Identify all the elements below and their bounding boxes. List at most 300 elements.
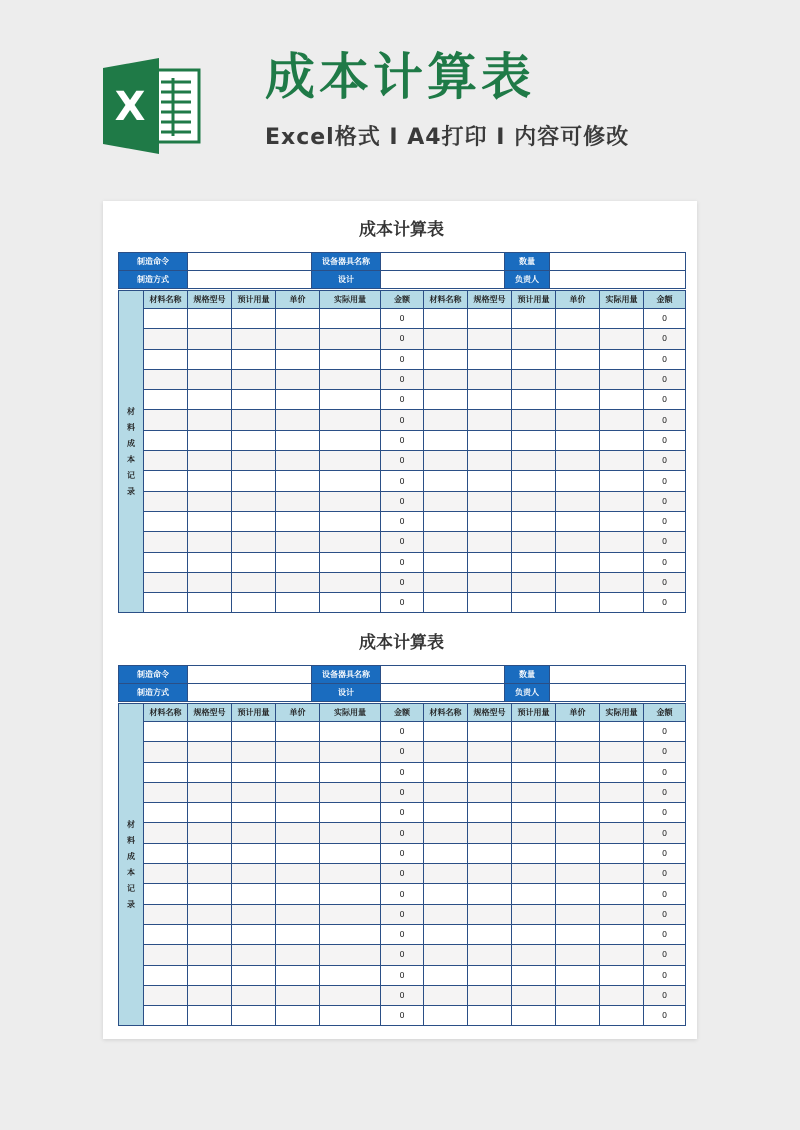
- form-input-field[interactable]: [550, 253, 686, 271]
- data-cell[interactable]: [276, 451, 320, 471]
- amount-cell[interactable]: 0: [644, 1006, 686, 1026]
- data-cell[interactable]: [276, 572, 320, 592]
- data-cell[interactable]: [600, 410, 644, 430]
- data-cell[interactable]: [468, 742, 512, 762]
- data-cell[interactable]: [468, 593, 512, 613]
- amount-cell[interactable]: 0: [381, 329, 424, 349]
- data-cell[interactable]: [320, 309, 381, 329]
- data-cell[interactable]: [600, 572, 644, 592]
- amount-cell[interactable]: 0: [381, 843, 424, 863]
- data-cell[interactable]: [276, 762, 320, 782]
- data-cell[interactable]: [600, 782, 644, 802]
- data-cell[interactable]: [144, 843, 188, 863]
- amount-cell[interactable]: 0: [644, 722, 686, 742]
- data-cell[interactable]: [468, 309, 512, 329]
- data-cell[interactable]: [424, 349, 468, 369]
- data-cell[interactable]: [276, 369, 320, 389]
- data-cell[interactable]: [468, 985, 512, 1005]
- amount-cell[interactable]: 0: [644, 823, 686, 843]
- data-cell[interactable]: [556, 864, 600, 884]
- data-cell[interactable]: [468, 762, 512, 782]
- data-cell[interactable]: [232, 471, 276, 491]
- amount-cell[interactable]: 0: [381, 430, 424, 450]
- data-cell[interactable]: [556, 451, 600, 471]
- data-cell[interactable]: [424, 451, 468, 471]
- amount-cell[interactable]: 0: [381, 803, 424, 823]
- amount-cell[interactable]: 0: [644, 762, 686, 782]
- data-cell[interactable]: [556, 491, 600, 511]
- amount-cell[interactable]: 0: [644, 904, 686, 924]
- data-cell[interactable]: [512, 904, 556, 924]
- amount-cell[interactable]: 0: [381, 904, 424, 924]
- data-cell[interactable]: [424, 985, 468, 1005]
- data-cell[interactable]: [468, 532, 512, 552]
- data-cell[interactable]: [232, 451, 276, 471]
- data-cell[interactable]: [144, 410, 188, 430]
- amount-cell[interactable]: 0: [381, 924, 424, 944]
- amount-cell[interactable]: 0: [644, 945, 686, 965]
- data-cell[interactable]: [144, 884, 188, 904]
- data-cell[interactable]: [600, 511, 644, 531]
- amount-cell[interactable]: 0: [381, 471, 424, 491]
- form-input-field[interactable]: [550, 684, 686, 702]
- data-cell[interactable]: [468, 369, 512, 389]
- amount-cell[interactable]: 0: [381, 884, 424, 904]
- data-cell[interactable]: [556, 572, 600, 592]
- data-cell[interactable]: [188, 782, 232, 802]
- amount-cell[interactable]: 0: [644, 471, 686, 491]
- data-cell[interactable]: [144, 471, 188, 491]
- data-cell[interactable]: [556, 349, 600, 369]
- amount-cell[interactable]: 0: [381, 985, 424, 1005]
- data-cell[interactable]: [600, 451, 644, 471]
- data-cell[interactable]: [276, 843, 320, 863]
- data-cell[interactable]: [320, 451, 381, 471]
- data-cell[interactable]: [556, 552, 600, 572]
- data-cell[interactable]: [144, 451, 188, 471]
- data-cell[interactable]: [188, 572, 232, 592]
- data-cell[interactable]: [320, 904, 381, 924]
- data-cell[interactable]: [556, 430, 600, 450]
- data-cell[interactable]: [188, 552, 232, 572]
- data-cell[interactable]: [424, 572, 468, 592]
- form-input-field[interactable]: [188, 253, 312, 271]
- data-cell[interactable]: [232, 369, 276, 389]
- data-cell[interactable]: [188, 864, 232, 884]
- data-cell[interactable]: [144, 782, 188, 802]
- data-cell[interactable]: [512, 329, 556, 349]
- data-cell[interactable]: [556, 471, 600, 491]
- data-cell[interactable]: [512, 532, 556, 552]
- data-cell[interactable]: [556, 309, 600, 329]
- data-cell[interactable]: [556, 965, 600, 985]
- data-cell[interactable]: [232, 782, 276, 802]
- data-cell[interactable]: [276, 782, 320, 802]
- data-cell[interactable]: [232, 309, 276, 329]
- data-cell[interactable]: [424, 803, 468, 823]
- data-cell[interactable]: [424, 823, 468, 843]
- form-input-field[interactable]: [550, 666, 686, 684]
- data-cell[interactable]: [424, 924, 468, 944]
- amount-cell[interactable]: 0: [644, 410, 686, 430]
- data-cell[interactable]: [424, 491, 468, 511]
- data-cell[interactable]: [600, 884, 644, 904]
- data-cell[interactable]: [232, 349, 276, 369]
- data-cell[interactable]: [424, 864, 468, 884]
- data-cell[interactable]: [276, 924, 320, 944]
- data-cell[interactable]: [600, 430, 644, 450]
- data-cell[interactable]: [232, 762, 276, 782]
- data-cell[interactable]: [232, 329, 276, 349]
- data-cell[interactable]: [556, 782, 600, 802]
- data-cell[interactable]: [424, 1006, 468, 1026]
- amount-cell[interactable]: 0: [644, 532, 686, 552]
- data-cell[interactable]: [232, 904, 276, 924]
- amount-cell[interactable]: 0: [381, 369, 424, 389]
- data-cell[interactable]: [320, 843, 381, 863]
- data-cell[interactable]: [144, 945, 188, 965]
- data-cell[interactable]: [276, 552, 320, 572]
- amount-cell[interactable]: 0: [381, 552, 424, 572]
- data-cell[interactable]: [188, 471, 232, 491]
- amount-cell[interactable]: 0: [644, 511, 686, 531]
- data-cell[interactable]: [188, 329, 232, 349]
- data-cell[interactable]: [468, 471, 512, 491]
- data-cell[interactable]: [556, 945, 600, 965]
- data-cell[interactable]: [320, 329, 381, 349]
- data-cell[interactable]: [188, 309, 232, 329]
- data-cell[interactable]: [232, 985, 276, 1005]
- data-cell[interactable]: [232, 552, 276, 572]
- data-cell[interactable]: [424, 742, 468, 762]
- data-cell[interactable]: [276, 329, 320, 349]
- amount-cell[interactable]: 0: [381, 722, 424, 742]
- data-cell[interactable]: [320, 390, 381, 410]
- data-cell[interactable]: [512, 803, 556, 823]
- data-cell[interactable]: [512, 924, 556, 944]
- data-cell[interactable]: [600, 329, 644, 349]
- data-cell[interactable]: [188, 843, 232, 863]
- data-cell[interactable]: [600, 349, 644, 369]
- data-cell[interactable]: [144, 329, 188, 349]
- data-cell[interactable]: [512, 985, 556, 1005]
- data-cell[interactable]: [320, 985, 381, 1005]
- data-cell[interactable]: [424, 410, 468, 430]
- data-cell[interactable]: [144, 1006, 188, 1026]
- data-cell[interactable]: [468, 864, 512, 884]
- data-cell[interactable]: [468, 430, 512, 450]
- data-cell[interactable]: [556, 593, 600, 613]
- amount-cell[interactable]: 0: [381, 1006, 424, 1026]
- form-input-field[interactable]: [381, 684, 505, 702]
- amount-cell[interactable]: 0: [381, 572, 424, 592]
- data-cell[interactable]: [188, 742, 232, 762]
- form-input-field[interactable]: [188, 666, 312, 684]
- data-cell[interactable]: [144, 722, 188, 742]
- amount-cell[interactable]: 0: [644, 843, 686, 863]
- data-cell[interactable]: [468, 349, 512, 369]
- data-cell[interactable]: [144, 823, 188, 843]
- data-cell[interactable]: [512, 349, 556, 369]
- data-cell[interactable]: [600, 803, 644, 823]
- data-cell[interactable]: [232, 803, 276, 823]
- data-cell[interactable]: [512, 782, 556, 802]
- data-cell[interactable]: [468, 451, 512, 471]
- amount-cell[interactable]: 0: [381, 782, 424, 802]
- data-cell[interactable]: [600, 823, 644, 843]
- data-cell[interactable]: [600, 864, 644, 884]
- amount-cell[interactable]: 0: [381, 390, 424, 410]
- data-cell[interactable]: [188, 511, 232, 531]
- data-cell[interactable]: [188, 532, 232, 552]
- data-cell[interactable]: [468, 945, 512, 965]
- data-cell[interactable]: [600, 965, 644, 985]
- amount-cell[interactable]: 0: [644, 924, 686, 944]
- data-cell[interactable]: [424, 471, 468, 491]
- data-cell[interactable]: [276, 884, 320, 904]
- data-cell[interactable]: [232, 1006, 276, 1026]
- data-cell[interactable]: [512, 390, 556, 410]
- form-input-field[interactable]: [381, 271, 505, 289]
- amount-cell[interactable]: 0: [644, 965, 686, 985]
- data-cell[interactable]: [556, 390, 600, 410]
- data-cell[interactable]: [468, 572, 512, 592]
- data-cell[interactable]: [232, 823, 276, 843]
- data-cell[interactable]: [320, 572, 381, 592]
- data-cell[interactable]: [144, 924, 188, 944]
- data-cell[interactable]: [276, 309, 320, 329]
- data-cell[interactable]: [556, 924, 600, 944]
- data-cell[interactable]: [188, 451, 232, 471]
- data-cell[interactable]: [276, 965, 320, 985]
- data-cell[interactable]: [600, 762, 644, 782]
- data-cell[interactable]: [556, 823, 600, 843]
- data-cell[interactable]: [188, 1006, 232, 1026]
- data-cell[interactable]: [188, 762, 232, 782]
- data-cell[interactable]: [468, 390, 512, 410]
- amount-cell[interactable]: 0: [644, 329, 686, 349]
- data-cell[interactable]: [556, 985, 600, 1005]
- data-cell[interactable]: [512, 843, 556, 863]
- data-cell[interactable]: [424, 430, 468, 450]
- data-cell[interactable]: [232, 511, 276, 531]
- data-cell[interactable]: [276, 430, 320, 450]
- data-cell[interactable]: [556, 722, 600, 742]
- data-cell[interactable]: [320, 349, 381, 369]
- data-cell[interactable]: [144, 803, 188, 823]
- data-cell[interactable]: [320, 410, 381, 430]
- data-cell[interactable]: [320, 593, 381, 613]
- data-cell[interactable]: [320, 762, 381, 782]
- amount-cell[interactable]: 0: [381, 451, 424, 471]
- data-cell[interactable]: [320, 532, 381, 552]
- amount-cell[interactable]: 0: [644, 782, 686, 802]
- amount-cell[interactable]: 0: [644, 884, 686, 904]
- data-cell[interactable]: [232, 410, 276, 430]
- amount-cell[interactable]: 0: [644, 803, 686, 823]
- data-cell[interactable]: [424, 390, 468, 410]
- data-cell[interactable]: [468, 884, 512, 904]
- data-cell[interactable]: [556, 532, 600, 552]
- data-cell[interactable]: [188, 823, 232, 843]
- data-cell[interactable]: [468, 904, 512, 924]
- amount-cell[interactable]: 0: [381, 762, 424, 782]
- data-cell[interactable]: [600, 593, 644, 613]
- amount-cell[interactable]: 0: [381, 309, 424, 329]
- data-cell[interactable]: [512, 965, 556, 985]
- data-cell[interactable]: [512, 491, 556, 511]
- amount-cell[interactable]: 0: [644, 552, 686, 572]
- data-cell[interactable]: [232, 572, 276, 592]
- data-cell[interactable]: [468, 803, 512, 823]
- data-cell[interactable]: [144, 552, 188, 572]
- data-cell[interactable]: [600, 309, 644, 329]
- data-cell[interactable]: [188, 904, 232, 924]
- amount-cell[interactable]: 0: [644, 390, 686, 410]
- data-cell[interactable]: [424, 904, 468, 924]
- amount-cell[interactable]: 0: [644, 491, 686, 511]
- data-cell[interactable]: [276, 864, 320, 884]
- data-cell[interactable]: [276, 904, 320, 924]
- data-cell[interactable]: [320, 945, 381, 965]
- data-cell[interactable]: [424, 369, 468, 389]
- data-cell[interactable]: [320, 742, 381, 762]
- data-cell[interactable]: [424, 945, 468, 965]
- data-cell[interactable]: [512, 309, 556, 329]
- data-cell[interactable]: [512, 511, 556, 531]
- data-cell[interactable]: [320, 471, 381, 491]
- data-cell[interactable]: [600, 552, 644, 572]
- data-cell[interactable]: [232, 390, 276, 410]
- amount-cell[interactable]: 0: [644, 349, 686, 369]
- data-cell[interactable]: [600, 532, 644, 552]
- data-cell[interactable]: [512, 451, 556, 471]
- data-cell[interactable]: [276, 511, 320, 531]
- data-cell[interactable]: [276, 742, 320, 762]
- data-cell[interactable]: [276, 1006, 320, 1026]
- amount-cell[interactable]: 0: [381, 965, 424, 985]
- data-cell[interactable]: [512, 369, 556, 389]
- data-cell[interactable]: [600, 742, 644, 762]
- data-cell[interactable]: [556, 329, 600, 349]
- data-cell[interactable]: [320, 924, 381, 944]
- amount-cell[interactable]: 0: [644, 985, 686, 1005]
- amount-cell[interactable]: 0: [381, 349, 424, 369]
- data-cell[interactable]: [188, 722, 232, 742]
- data-cell[interactable]: [232, 593, 276, 613]
- data-cell[interactable]: [424, 552, 468, 572]
- data-cell[interactable]: [320, 430, 381, 450]
- data-cell[interactable]: [232, 864, 276, 884]
- data-cell[interactable]: [232, 532, 276, 552]
- data-cell[interactable]: [600, 722, 644, 742]
- data-cell[interactable]: [600, 471, 644, 491]
- data-cell[interactable]: [600, 924, 644, 944]
- data-cell[interactable]: [144, 985, 188, 1005]
- data-cell[interactable]: [232, 742, 276, 762]
- data-cell[interactable]: [232, 491, 276, 511]
- form-input-field[interactable]: [381, 666, 505, 684]
- data-cell[interactable]: [144, 390, 188, 410]
- data-cell[interactable]: [512, 762, 556, 782]
- data-cell[interactable]: [188, 924, 232, 944]
- data-cell[interactable]: [600, 985, 644, 1005]
- data-cell[interactable]: [512, 430, 556, 450]
- data-cell[interactable]: [144, 511, 188, 531]
- amount-cell[interactable]: 0: [381, 864, 424, 884]
- data-cell[interactable]: [468, 511, 512, 531]
- data-cell[interactable]: [600, 904, 644, 924]
- data-cell[interactable]: [424, 511, 468, 531]
- amount-cell[interactable]: 0: [644, 451, 686, 471]
- data-cell[interactable]: [320, 369, 381, 389]
- data-cell[interactable]: [144, 965, 188, 985]
- data-cell[interactable]: [556, 843, 600, 863]
- data-cell[interactable]: [512, 471, 556, 491]
- data-cell[interactable]: [556, 742, 600, 762]
- amount-cell[interactable]: 0: [381, 532, 424, 552]
- data-cell[interactable]: [232, 843, 276, 863]
- amount-cell[interactable]: 0: [644, 864, 686, 884]
- data-cell[interactable]: [188, 803, 232, 823]
- amount-cell[interactable]: 0: [381, 945, 424, 965]
- amount-cell[interactable]: 0: [381, 410, 424, 430]
- data-cell[interactable]: [144, 593, 188, 613]
- data-cell[interactable]: [188, 491, 232, 511]
- data-cell[interactable]: [556, 410, 600, 430]
- data-cell[interactable]: [144, 369, 188, 389]
- data-cell[interactable]: [188, 884, 232, 904]
- data-cell[interactable]: [600, 1006, 644, 1026]
- amount-cell[interactable]: 0: [644, 742, 686, 762]
- data-cell[interactable]: [320, 965, 381, 985]
- data-cell[interactable]: [232, 722, 276, 742]
- data-cell[interactable]: [424, 593, 468, 613]
- data-cell[interactable]: [276, 593, 320, 613]
- form-input-field[interactable]: [188, 271, 312, 289]
- data-cell[interactable]: [468, 823, 512, 843]
- data-cell[interactable]: [232, 884, 276, 904]
- data-cell[interactable]: [556, 762, 600, 782]
- data-cell[interactable]: [468, 965, 512, 985]
- data-cell[interactable]: [320, 511, 381, 531]
- data-cell[interactable]: [320, 803, 381, 823]
- data-cell[interactable]: [320, 884, 381, 904]
- data-cell[interactable]: [188, 430, 232, 450]
- amount-cell[interactable]: 0: [644, 572, 686, 592]
- data-cell[interactable]: [144, 309, 188, 329]
- data-cell[interactable]: [188, 369, 232, 389]
- data-cell[interactable]: [424, 843, 468, 863]
- amount-cell[interactable]: 0: [644, 309, 686, 329]
- data-cell[interactable]: [424, 782, 468, 802]
- data-cell[interactable]: [188, 410, 232, 430]
- data-cell[interactable]: [468, 1006, 512, 1026]
- data-cell[interactable]: [600, 390, 644, 410]
- data-cell[interactable]: [188, 965, 232, 985]
- data-cell[interactable]: [512, 572, 556, 592]
- amount-cell[interactable]: 0: [644, 430, 686, 450]
- data-cell[interactable]: [232, 945, 276, 965]
- amount-cell[interactable]: 0: [381, 491, 424, 511]
- form-input-field[interactable]: [381, 253, 505, 271]
- data-cell[interactable]: [188, 349, 232, 369]
- data-cell[interactable]: [600, 491, 644, 511]
- data-cell[interactable]: [468, 552, 512, 572]
- data-cell[interactable]: [424, 329, 468, 349]
- amount-cell[interactable]: 0: [644, 369, 686, 389]
- data-cell[interactable]: [276, 491, 320, 511]
